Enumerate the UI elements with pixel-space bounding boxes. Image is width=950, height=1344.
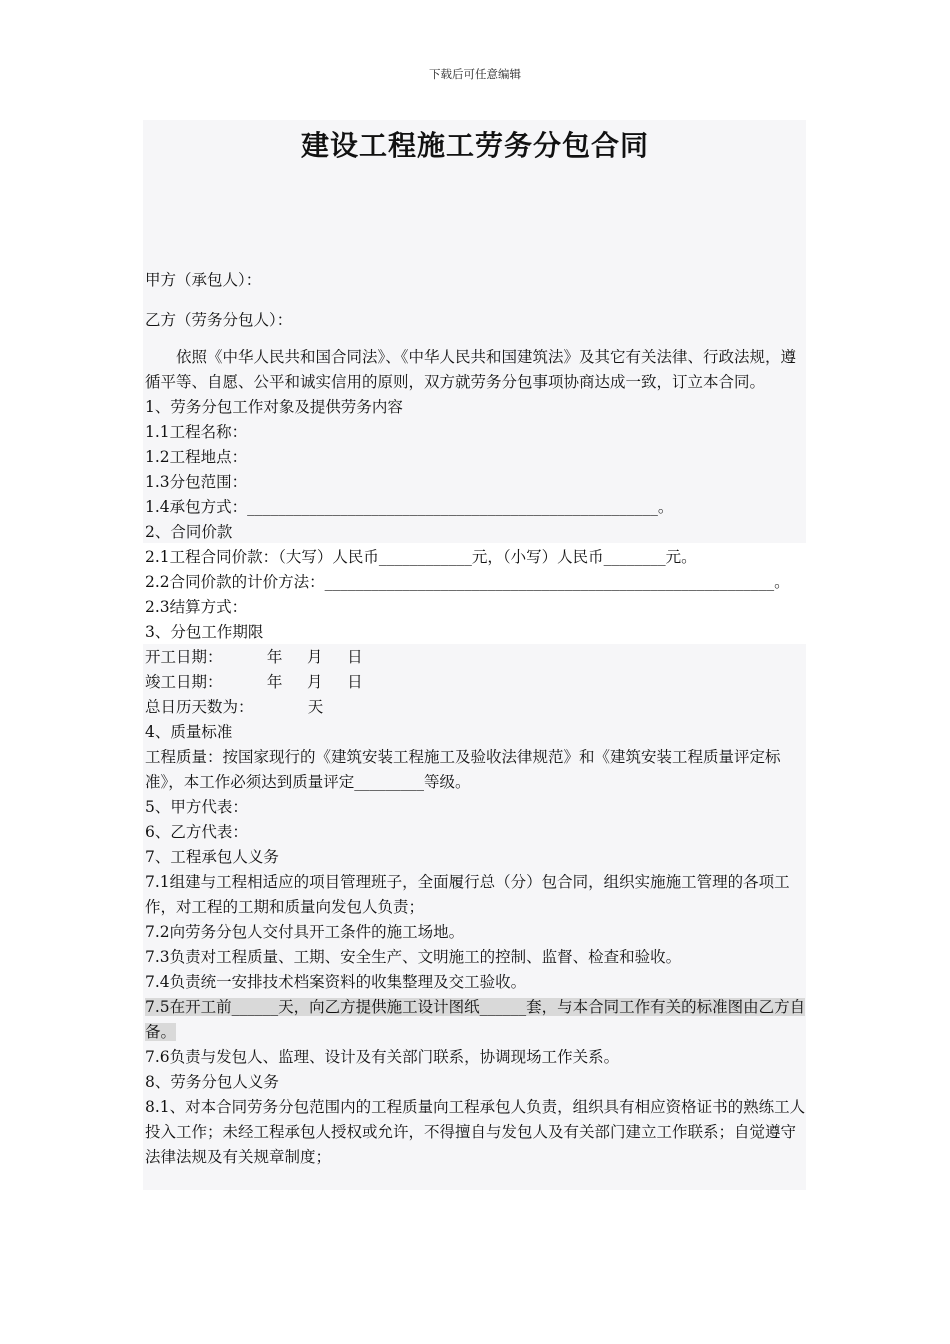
section-2-heading: 2、合同价款: [145, 523, 233, 541]
item-7-4: 7.4负责统一安排技术档案资料的收集整理及交工验收。: [145, 973, 527, 991]
section-3-heading: 3、分包工作期限: [145, 623, 264, 641]
section-1-heading: 1、劳务分包工作对象及提供劳务内容: [145, 398, 403, 416]
party-b-line: 乙方（劳务分包人）：: [145, 311, 293, 329]
item-2-1: 2.1工程合同价款：（大写）人民币____________元，（小写）人民币________元。: [145, 548, 697, 566]
item-7-2: 7.2向劳务分包人交付具开工条件的施工场地。: [145, 923, 465, 941]
item-8-1: 8.1、对本合同劳务分包范围内的工程质量向工程承包人负责，组织具有相应资格证书的熟练工人投入工作；未经工程承包人授权或允许，不得擅自与发包人及有关部门建立工作联系；自觉遵守法律法规及有关规章制度；: [145, 1098, 806, 1166]
period-block: [145, 620, 807, 720]
section-7-heading: 7、工程承包人义务: [145, 848, 279, 866]
item-2-3: 2.3结算方式：: [145, 598, 248, 616]
total-days-line: 总日历天数为： 天: [145, 698, 324, 716]
section-4-heading: 4、质量标准: [145, 723, 233, 741]
section-5-heading: 5、甲方代表：: [145, 798, 248, 816]
item-7-3: 7.3负责对工程质量、工期、安全生产、文明施工的控制、监督、检查和验收。: [145, 948, 682, 966]
item-7-6: 7.6负责与发包人、监理、设计及有关部门联系，协调现场工作关系。: [145, 1048, 620, 1066]
item-1-2: 1.2工程地点：: [145, 448, 248, 466]
contract-body: [145, 268, 807, 1170]
header-note: 下载后可任意编辑: [429, 67, 521, 81]
end-date-line: 竣工日期： 年 月 日: [145, 673, 363, 691]
item-2-2: 2.2合同价款的计价方法：__________________________________________________________。: [145, 573, 790, 591]
item-1-4: 1.4承包方式：_____________________________________________________。: [145, 498, 674, 516]
page-title: 建设工程施工劳务分包合同: [300, 129, 649, 162]
item-7-5: [145, 995, 807, 1045]
item-7-5-highlight: 7.5在开工前______天，向乙方提供施工设计图纸______套，与本合同工作有关的标准图由乙方自备。: [145, 998, 806, 1041]
section-6-heading: 6、乙方代表：: [145, 823, 248, 841]
start-date-line: 开工日期： 年 月 日: [145, 648, 363, 666]
preamble: 依照《中华人民共和国合同法》、《中华人民共和国建筑法》及其它有关法律、行政法规，遵循平等、自愿、公平和诚实信用的原则，双方就劳务分包事项协商达成一致，订立本合同。: [145, 348, 797, 391]
item-1-3: 1.3分包范围：: [145, 473, 248, 491]
item-1-1: 1.1工程名称：: [145, 423, 248, 441]
item-7-1: 7.1组建与工程相适应的项目管理班子，全面履行总（分）包合同，组织实施施工管理的各项工作，对工程的工期和质量向发包人负责；: [145, 873, 790, 916]
quality-text: 工程质量：按国家现行的《建筑安装工程施工及验收法律规范》和《建筑安装工程质量评定标准》，本工作必须达到质量评定_________等级。: [145, 748, 781, 791]
section-8-heading: 8、劳务分包人义务: [145, 1073, 279, 1091]
party-a-line: 甲方（承包人）：: [145, 271, 262, 289]
